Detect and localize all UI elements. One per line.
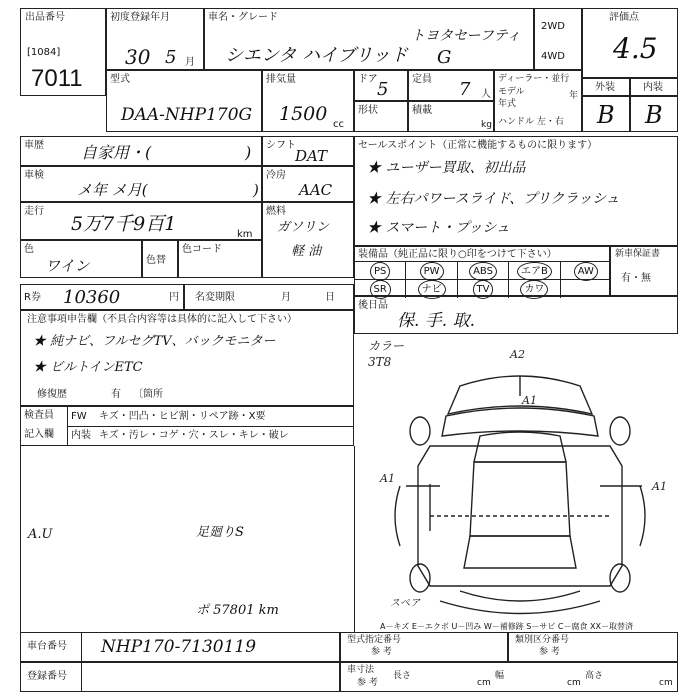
inspection-value: メ年 メ月(	[77, 181, 148, 199]
lot-label: 出品番号	[25, 12, 65, 23]
equipment-row-1	[355, 261, 611, 280]
category-cell	[508, 632, 678, 662]
inspection-cell	[20, 166, 262, 202]
equipment-row1-item-5-text: AW	[574, 262, 598, 281]
diagram-mark-front: A2	[510, 348, 525, 361]
capacity-value: 7	[459, 79, 471, 100]
grade-score: 4.5	[613, 32, 658, 65]
sales-point-1-text: ユーザー買取、初出品	[385, 160, 526, 176]
door-label: ドア	[358, 74, 378, 85]
after-items-label: 後日品	[358, 300, 388, 311]
title-change-day: 日	[325, 292, 335, 303]
dealer-model-year: 年	[569, 91, 579, 101]
dealer-handle: ハンドル 左・右	[498, 117, 564, 127]
color-swap-label: 色替	[146, 255, 166, 266]
drive-2wd: 2WD	[541, 21, 565, 32]
equipment-row1-item-2	[406, 262, 457, 280]
fuel-gas: ガソリン	[277, 220, 330, 235]
equipment-row1-item-4	[509, 262, 560, 280]
warranty-label: 新車保証書	[615, 249, 661, 259]
note-line-1: ★ 純ナビ、フルセグTV、バックモニター	[33, 334, 276, 349]
color-value: ワイン	[45, 257, 90, 275]
type-spec-cell	[340, 632, 508, 662]
displacement-unit: cc	[333, 119, 344, 130]
lot-ref: [1084]	[27, 47, 61, 58]
sales-points-label: セールスポイント（正常に機能するものに限ります）	[358, 140, 598, 151]
diagram-color-note: カラー	[368, 339, 405, 353]
shape-cell	[354, 101, 408, 132]
shift-label: シフト	[266, 140, 296, 151]
equipment-row1-item-2-text: PW	[420, 262, 444, 281]
sales-point-2-text: 左右パワースライド、プリクラッシュ	[385, 191, 620, 207]
equipment-row1-item-5	[561, 262, 611, 280]
color-code-label: 色コード	[182, 244, 222, 255]
capacity-cell	[408, 70, 494, 101]
equipment-row1-item-1-text: PS	[370, 262, 390, 281]
after-items-cell	[354, 296, 678, 334]
diagram-mark-right: A1	[652, 480, 667, 493]
color-label: 色	[24, 244, 34, 255]
category-ref: 参 考	[539, 647, 560, 657]
registration-cell	[20, 662, 340, 692]
sales-point-2: ★ 左右パワースライド、プリクラッシュ	[367, 191, 620, 207]
int-label-cell	[630, 78, 678, 96]
displacement-cell	[262, 70, 354, 132]
repair-value: 有	[111, 389, 121, 400]
recycle-cell	[20, 284, 184, 310]
diagram-mark-left: A1	[380, 472, 395, 485]
sales-point-3: ★ スマート・プッシュ	[367, 220, 510, 236]
chassis-cell	[20, 632, 340, 662]
equipment-cell	[354, 246, 610, 296]
diagram-spare: スペア	[390, 598, 420, 609]
size-height: 高さ	[585, 671, 604, 681]
sales-point-1: ★ ユーザー買取、初出品	[367, 160, 526, 176]
size-label: 車寸法	[347, 665, 375, 675]
size-width-unit: cm	[567, 678, 581, 688]
mileage-cell	[20, 202, 262, 240]
load-unit: kg	[481, 120, 492, 130]
mileage-value: 5万7千9百1	[71, 213, 177, 235]
remark-left: A.U	[28, 527, 53, 542]
shape-label: 形状	[358, 105, 378, 116]
grade-cell	[582, 8, 678, 78]
recycle-unit: 円	[169, 292, 179, 303]
remark-mid: 足廻りS	[196, 525, 244, 540]
equipment-row2-item-1-text: SR	[370, 280, 391, 299]
grade-label: 評価点	[609, 12, 639, 23]
repair-label: 修復歴	[37, 389, 67, 400]
car-brand: トヨタセーフティ	[411, 28, 521, 44]
cooler-cell	[262, 166, 354, 202]
checkers-cell	[20, 406, 354, 446]
load-label: 積載	[412, 105, 432, 116]
equipment-row2-item-2-text: ナビ	[418, 280, 446, 299]
equipment-row2-item-4-text: カワ	[520, 280, 548, 299]
inspection-label: 車検	[24, 170, 44, 181]
title-change-cell	[184, 284, 354, 310]
checker-label: 検査員	[24, 410, 54, 421]
int-grade: B	[645, 101, 663, 129]
fuel-diesel: 軽 油	[291, 244, 322, 259]
ext-grade-cell	[582, 96, 630, 132]
lot-number: 7011	[31, 65, 83, 92]
equipment-label: 装備品（純正品に限り○印をつけて下さい）	[358, 249, 557, 260]
inspection-close: )	[253, 181, 259, 199]
interior-label: 内装	[71, 430, 91, 441]
fw-items: キズ・凹凸・ヒビ割・リペア跡・X要	[99, 411, 266, 422]
cooler-label: 冷房	[266, 170, 286, 181]
ext-label-cell	[582, 78, 630, 96]
size-height-unit: cm	[659, 678, 673, 688]
fuel-label: 燃料	[266, 206, 286, 217]
size-ref: 参 考	[357, 678, 378, 688]
history-close: )	[245, 143, 252, 162]
damage-legend: A－キズ E－エクボ U－凹み W－補修跡 S－サビ C－腐食 XX－取替済	[380, 622, 634, 631]
size-length: 長さ	[393, 671, 412, 681]
type-spec-label: 型式指定番号	[347, 635, 402, 645]
title-change-month: 月	[281, 292, 291, 303]
history-label: 車歴	[24, 140, 44, 151]
chassis-label: 車台番号	[27, 641, 67, 652]
ext-label: 外装	[595, 82, 615, 93]
history-value: 自家用・(	[81, 143, 152, 162]
capacity-label: 定員	[412, 74, 432, 85]
lot-cell	[20, 8, 106, 96]
car-model: シエンタ ハイブリッド	[225, 45, 409, 66]
ext-grade: B	[597, 101, 615, 129]
first-reg-label: 初度登録年月	[110, 12, 170, 23]
recycle-label: R券	[24, 292, 41, 303]
first-reg-month: 5	[165, 47, 177, 68]
dealer-year: 年式	[498, 99, 517, 109]
remark-odo: ポ 57801 km	[196, 603, 279, 618]
model-code-value: DAA-NHP170G	[121, 105, 253, 125]
mileage-unit: km	[237, 229, 253, 240]
note-line-2: ★ ビルトインETC	[33, 360, 143, 375]
int-grade-cell	[630, 96, 678, 132]
model-code-label: 型式	[110, 74, 130, 85]
note-line-2-text: ビルトインETC	[50, 360, 143, 375]
first-reg-cell	[106, 8, 204, 70]
notes-label: 注意事項申告欄（不具合内容等は具体的に記入して下さい）	[27, 314, 297, 325]
displacement-label: 排気量	[266, 74, 296, 85]
equipment-row1-item-3	[458, 262, 509, 280]
warranty-value: 有・無	[621, 273, 651, 284]
size-width: 幅	[495, 671, 505, 681]
recycle-value: 10360	[63, 287, 121, 308]
sales-point-3-text: スマート・プッシュ	[385, 220, 510, 236]
notes-cell	[20, 310, 354, 406]
door-value: 5	[377, 79, 389, 100]
equipment-row2-item-3-text: TV	[473, 280, 494, 299]
sales-points-cell	[354, 136, 678, 246]
warranty-cell	[610, 246, 678, 296]
dealer-line1: ディーラー・並行	[498, 74, 570, 84]
drive-4wd: 4WD	[541, 51, 565, 62]
chassis-value: NHP170-7130119	[101, 637, 257, 657]
capacity-unit: 人	[481, 89, 491, 100]
diagram-mark-hood: A1	[522, 394, 537, 407]
repair-place: 〔箇所	[133, 389, 163, 400]
drive-cell	[534, 8, 582, 70]
first-reg-year: 30	[125, 45, 151, 69]
int-label: 内装	[643, 82, 663, 93]
size-cell	[340, 662, 678, 692]
equipment-row1-item-3-text: ABS	[469, 262, 497, 281]
load-cell	[408, 101, 494, 132]
diagram-color-code: 3T8	[368, 355, 392, 369]
door-cell	[354, 70, 408, 101]
first-reg-month-unit: 月	[185, 57, 195, 68]
dealer-model: モデル	[498, 87, 525, 97]
color-code-cell	[178, 240, 262, 278]
car-name-cell	[204, 8, 534, 70]
color-cell	[20, 240, 142, 278]
title-change-label: 名変期限	[195, 292, 235, 303]
registration-label: 登録番号	[27, 671, 67, 682]
color-swap-cell	[142, 240, 178, 278]
after-items-value: 保. 手. 取.	[397, 311, 476, 331]
equipment-row1-item-4-text: エアB	[517, 262, 552, 281]
car-name-label: 車名・グレード	[208, 12, 278, 23]
size-length-unit: cm	[477, 678, 491, 688]
car-grade: G	[437, 47, 452, 68]
interior-items: キズ・汚レ・コゲ・穴・スレ・キレ・破レ	[99, 430, 289, 441]
equipment-row1-item-1	[355, 262, 406, 280]
displacement-value: 1500	[279, 103, 328, 125]
type-spec-ref: 参 考	[371, 647, 392, 657]
fuel-cell	[262, 202, 354, 278]
shift-cell	[262, 136, 354, 166]
mileage-label: 走行	[24, 206, 44, 217]
history-cell	[20, 136, 262, 166]
entry-label: 記入欄	[24, 429, 54, 440]
dealer-cell	[494, 70, 582, 132]
cooler-value: AAC	[299, 181, 333, 199]
fw-label: FW	[71, 411, 87, 422]
category-label: 類別区分番号	[515, 635, 570, 645]
model-code-cell	[106, 70, 262, 132]
note-line-1-text: 純ナビ、フルセグTV、バックモニター	[50, 334, 276, 349]
shift-value: DAT	[295, 147, 328, 165]
car-damage-diagram	[360, 336, 678, 626]
